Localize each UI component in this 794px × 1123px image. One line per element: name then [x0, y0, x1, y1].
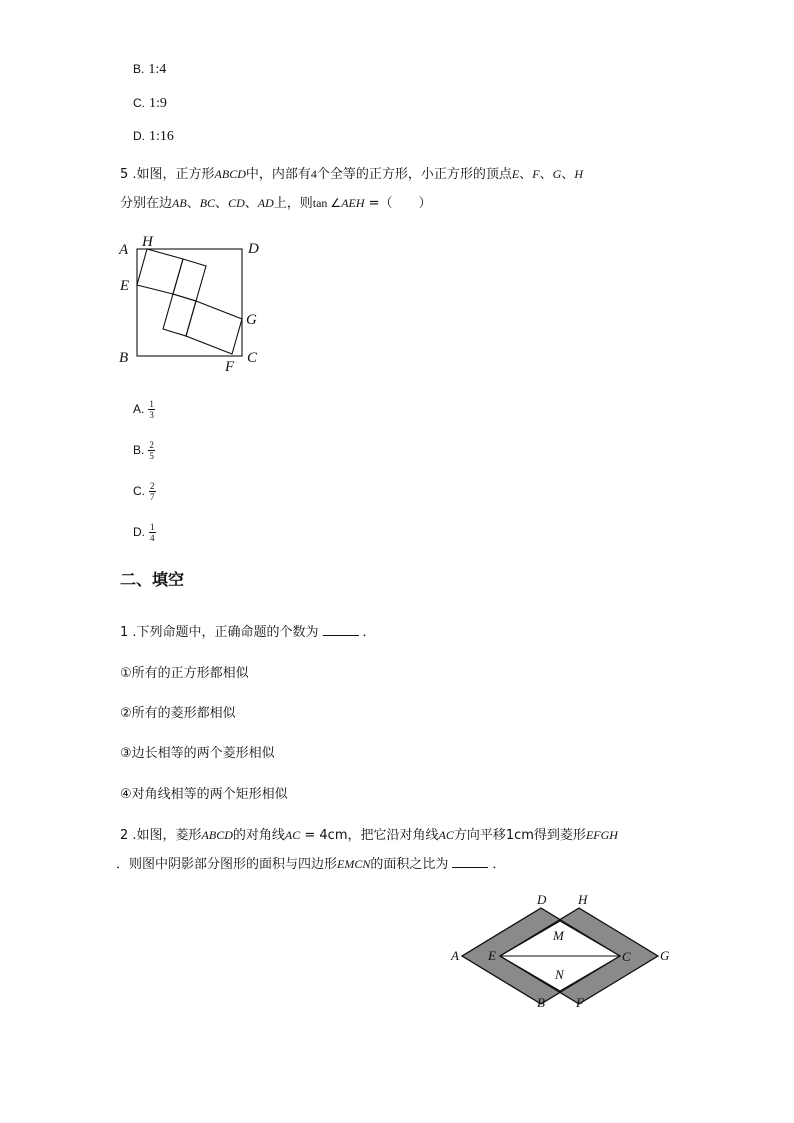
q5-stem-line1 — [120, 163, 583, 182]
math: AEH — [341, 196, 365, 210]
q5-option-c — [133, 481, 156, 502]
label-C: C — [622, 949, 631, 964]
denominator: 4 — [150, 533, 155, 543]
text: ． — [492, 857, 506, 872]
q5-square-figure — [110, 228, 270, 378]
math: EMCN — [337, 857, 371, 871]
answer-blank — [323, 624, 359, 636]
text: 5 .如图，正方形 — [120, 167, 215, 182]
option-letter: B. — [133, 62, 145, 76]
label-A: A — [451, 948, 459, 963]
math: CD — [228, 196, 245, 210]
q5-option-d — [133, 522, 156, 543]
math: G — [552, 167, 562, 181]
math: F — [532, 167, 540, 181]
text: 1 .下列命题中，正确命题的个数为 — [120, 625, 319, 640]
math: EFGH — [585, 828, 618, 842]
fill1-item-3: ③边长相等的两个菱形相似 — [120, 746, 275, 761]
math: H — [574, 167, 583, 181]
text: 的对角线 — [232, 828, 285, 843]
text: ． — [362, 625, 376, 640]
text: = 4cm，把它沿对角线 — [300, 828, 439, 843]
denominator: 7 — [150, 492, 155, 502]
math: AC — [438, 828, 454, 842]
option-letter: A. — [133, 402, 145, 416]
q5-option-b — [133, 440, 155, 461]
label-G: G — [660, 948, 670, 963]
option-letter: C. — [133, 96, 145, 110]
option-value: 1:4 — [148, 62, 167, 77]
text: 的面积之比为 — [370, 857, 449, 872]
label-B: B — [119, 350, 129, 366]
math: AC — [284, 828, 301, 842]
math: 4 — [310, 167, 317, 181]
denominator: 5 — [149, 451, 154, 461]
text: 方向平移1cm得到菱形 — [453, 828, 586, 843]
option-value: 1:16 — [149, 129, 174, 144]
text: 、 — [539, 167, 553, 182]
numerator: 2 — [150, 481, 155, 491]
fraction — [148, 399, 155, 420]
math: AD — [257, 196, 274, 210]
small-square-2 — [173, 259, 206, 301]
rhombus-figure — [445, 893, 680, 1015]
text: 、 — [519, 167, 533, 182]
label-B: B — [537, 995, 545, 1010]
option-value: 1:9 — [149, 96, 167, 111]
fill1-item-2: ②所有的菱形都相似 — [120, 706, 236, 721]
label-G: G — [246, 312, 257, 328]
label-H: H — [142, 234, 153, 250]
option-letter: B. — [133, 443, 145, 457]
option-letter: D. — [133, 525, 145, 539]
math: BC — [199, 196, 216, 210]
fill2-stem-line1 — [120, 824, 618, 843]
fill2-stem-line2 — [116, 853, 505, 872]
fill1-item-4: ④对角线相等的两个矩形相似 — [120, 787, 288, 802]
label-D: D — [537, 893, 547, 907]
label-H: H — [578, 893, 588, 907]
numerator: 1 — [149, 399, 154, 409]
math: E — [511, 167, 520, 181]
denominator: 3 — [149, 410, 154, 420]
text: ．则图中阴影部分图形的面积与四边形 — [116, 857, 338, 872]
text: 、 — [186, 196, 200, 211]
fraction — [149, 481, 156, 502]
text: 上，则 — [273, 196, 313, 211]
small-square-4 — [186, 301, 242, 354]
label-A: A — [119, 242, 129, 258]
numerator: 2 — [149, 440, 154, 450]
text: 中，内部有 — [245, 167, 311, 182]
text: 个全等的正方形，小正方形的顶点 — [316, 167, 512, 182]
text: 、 — [215, 196, 229, 211]
text: 、 — [244, 196, 258, 211]
option-letter: C. — [133, 484, 145, 498]
text: 、 — [561, 167, 575, 182]
label-F: F — [576, 995, 584, 1010]
math: ABCD — [214, 167, 246, 181]
small-square-3 — [163, 294, 196, 336]
label-E: E — [488, 948, 496, 963]
q5-option-a — [133, 399, 155, 420]
q4-option-d — [133, 129, 174, 145]
text: =（ ） — [364, 196, 432, 211]
q4-option-b — [133, 62, 166, 78]
text: 分别在边 — [120, 196, 173, 211]
fraction — [148, 440, 155, 461]
answer-blank — [452, 856, 488, 868]
section-title: 二、填空 — [120, 570, 185, 589]
q5-stem-line2 — [120, 192, 432, 211]
outer-square — [137, 249, 242, 356]
label-E: E — [120, 278, 130, 294]
math: ABCD — [201, 828, 233, 842]
fill1-item-1: ①所有的正方形都相似 — [120, 666, 249, 681]
math: tan ∠ — [312, 196, 342, 210]
label-N: N — [555, 967, 564, 982]
label-M: M — [553, 928, 564, 943]
option-letter: D. — [133, 129, 145, 143]
label-C: C — [247, 350, 258, 366]
small-square-1 — [137, 249, 183, 294]
fraction — [149, 522, 156, 543]
q4-option-c — [133, 96, 167, 112]
label-F: F — [225, 359, 235, 375]
numerator: 1 — [150, 522, 155, 532]
text: 2 .如图，菱形 — [120, 828, 202, 843]
fill1-stem — [120, 621, 376, 640]
label-D: D — [248, 241, 259, 257]
math: AB — [172, 196, 187, 210]
